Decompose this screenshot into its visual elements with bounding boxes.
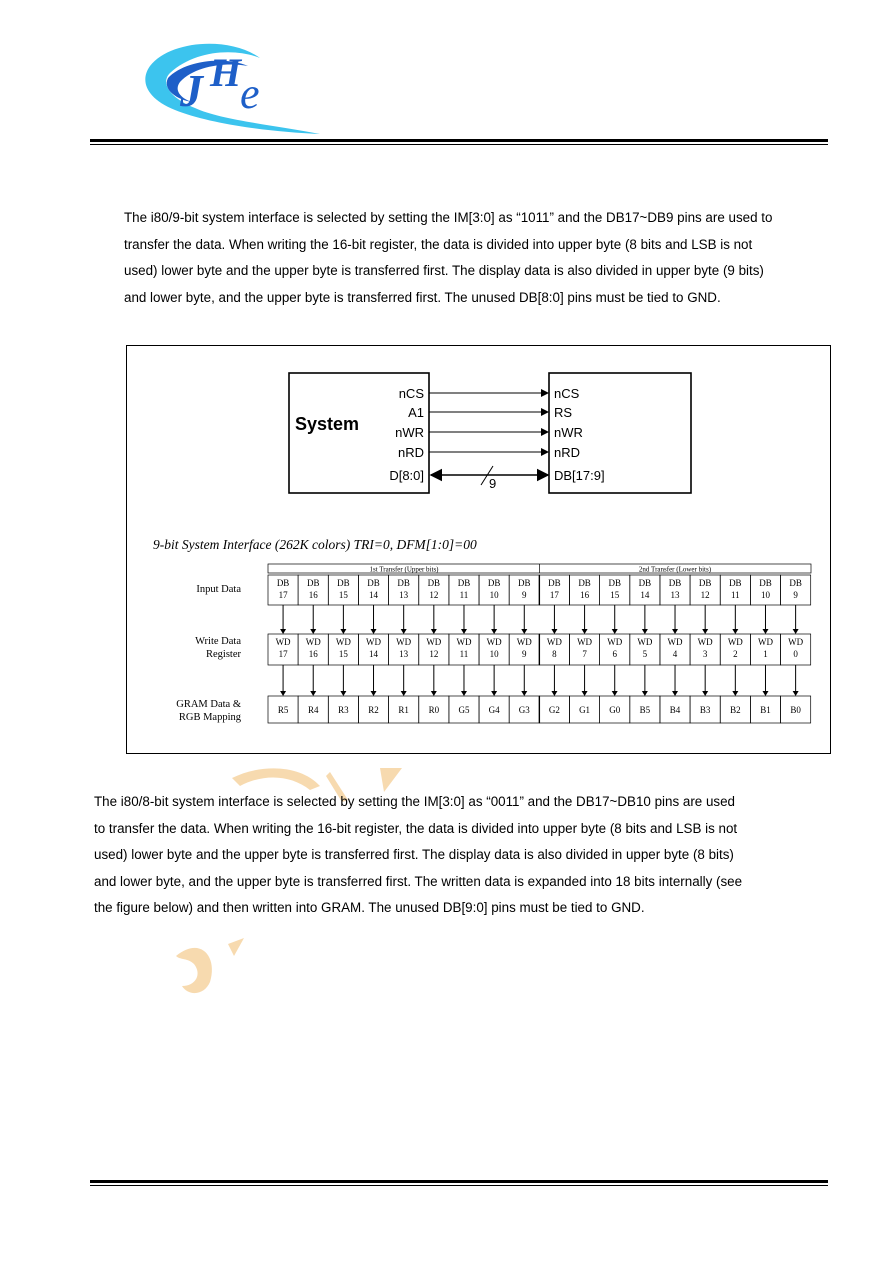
left-pin-nrd: nRD xyxy=(397,445,424,460)
input-data-prefix: DB xyxy=(638,578,652,588)
second-transfer-label: 2nd Transfer (Lower bits) xyxy=(638,565,712,574)
header-rule-thin xyxy=(90,144,828,145)
input-data-value: 13 xyxy=(670,590,680,600)
write-data-value: 5 xyxy=(642,649,648,659)
write-data-value: 10 xyxy=(489,649,499,659)
write-data-prefix: WD xyxy=(366,637,382,647)
input-data-prefix: DB xyxy=(367,578,380,588)
input-data-value: 10 xyxy=(760,590,770,600)
input-data-value: 15 xyxy=(338,590,348,600)
write-data-value: 9 xyxy=(522,649,527,659)
input-data-prefix: DB xyxy=(457,578,471,588)
gram-data-value: G4 xyxy=(488,705,500,715)
input-data-value: 10 xyxy=(489,590,499,600)
row-label-write-1: Write Data xyxy=(195,636,241,647)
interface-title: 9-bit System Interface (262K colors) TRI=0, DFM[1:0]=00 xyxy=(153,537,477,552)
gram-data-value: B5 xyxy=(639,705,651,715)
input-data-prefix: DB xyxy=(518,578,531,588)
write-data-value: 12 xyxy=(429,649,439,659)
input-data-prefix: DB xyxy=(306,578,320,588)
svg-text:H: H xyxy=(210,50,242,95)
gram-data-value: R0 xyxy=(428,705,440,715)
right-pin-nrd: nRD xyxy=(554,445,581,460)
gram-data-value: B0 xyxy=(790,705,801,715)
input-data-prefix: DB xyxy=(548,578,561,588)
input-data-value: 12 xyxy=(700,590,710,600)
input-data-value: 15 xyxy=(610,590,620,600)
left-pin-ncs: nCS xyxy=(398,386,424,401)
write-data-value: 2 xyxy=(733,649,738,659)
gram-data-value: G3 xyxy=(518,705,530,715)
first-transfer-label: 1st Transfer (Upper bits) xyxy=(369,565,439,574)
right-pin-db: DB[17:9] xyxy=(554,468,605,483)
write-data-prefix: WD xyxy=(607,637,623,647)
write-data-value: 1 xyxy=(763,649,768,659)
write-data-value: 16 xyxy=(308,649,318,659)
input-data-prefix: DB xyxy=(608,578,621,588)
write-data-prefix: WD xyxy=(577,637,593,647)
input-data-prefix: DB xyxy=(276,578,290,588)
write-data-value: 6 xyxy=(612,649,617,659)
svg-text:J: J xyxy=(180,65,203,116)
gram-data-value: R5 xyxy=(277,705,289,715)
write-data-value: 7 xyxy=(582,649,587,659)
write-data-prefix: WD xyxy=(637,637,653,647)
right-pin-ncs: nCS xyxy=(554,386,580,401)
company-logo xyxy=(140,28,330,136)
input-data-prefix: DB xyxy=(729,578,742,588)
input-data-prefix: DB xyxy=(789,578,802,588)
gram-data-value: B1 xyxy=(760,705,771,715)
input-data-value: 9 xyxy=(522,590,527,600)
left-pin-a1: A1 xyxy=(408,405,424,420)
write-data-prefix: WD xyxy=(697,637,713,647)
input-data-prefix: DB xyxy=(578,578,591,588)
svg-text:e: e xyxy=(240,69,260,118)
write-data-prefix: WD xyxy=(456,637,472,647)
write-data-prefix: WD xyxy=(788,637,804,647)
input-data-value: 17 xyxy=(278,590,288,600)
figure-9bit-interface xyxy=(126,345,831,754)
gram-data-value: G5 xyxy=(458,705,470,715)
input-data-value: 11 xyxy=(459,590,469,600)
paragraph-9bit-interface: The i80/9-bit system interface is selected by setting the IM[3:0] as “1011” and the DB17~DB9 pins are used to transfer the data. When writing the 16-bit register, the data is divided into upper byte (8 bits and LSB is not used) lower byte and the upper byte is transferred first. The display data is also divided in upper byte (9 bits) and lower byte, and the upper byte is transferred first. The unused DB[8:0] pins must be tied to GND. xyxy=(124,210,773,305)
input-data-prefix: DB xyxy=(397,578,410,588)
write-data-value: 3 xyxy=(702,649,708,659)
row-label-gram-2: RGB Mapping xyxy=(178,712,241,723)
gram-data-value: G1 xyxy=(579,705,591,715)
write-data-prefix: WD xyxy=(486,637,502,647)
gram-data-value: B4 xyxy=(669,705,681,715)
write-data-value: 14 xyxy=(369,649,379,659)
footer-rule-thin xyxy=(90,1185,828,1186)
write-data-value: 4 xyxy=(672,649,678,659)
write-data-prefix: WD xyxy=(516,637,532,647)
right-pin-nwr: nWR xyxy=(554,425,583,440)
right-pin-rs: RS xyxy=(554,405,573,420)
write-data-value: 15 xyxy=(338,649,348,659)
input-data-value: 11 xyxy=(730,590,740,600)
input-data-value: 12 xyxy=(429,590,439,600)
write-data-prefix: WD xyxy=(335,637,351,647)
write-data-prefix: WD xyxy=(546,637,562,647)
write-data-value: 0 xyxy=(793,649,798,659)
bus-width: 9 xyxy=(489,476,497,491)
gram-data-value: R4 xyxy=(307,705,319,715)
input-data-value: 14 xyxy=(640,590,650,600)
input-data-value: 9 xyxy=(793,590,798,600)
write-data-prefix: WD xyxy=(757,637,773,647)
input-data-value: 13 xyxy=(399,590,409,600)
input-data-value: 16 xyxy=(580,590,590,600)
left-pin-nwr: nWR xyxy=(395,425,424,440)
footer-rule xyxy=(90,1180,828,1183)
input-data-value: 17 xyxy=(549,590,559,600)
paragraph-8bit-interface: The i80/8-bit system interface is selected by setting the IM[3:0] as “0011” and the DB17~DB10 pins are used to transfer the data. When writing the 16-bit register, the data is divided into upper byte (8 bits and LSB is not used) lower byte and the upper byte is transferred first. The display data is also divided in upper byte (8 bits) and lower byte, and the upper byte is transferred first. The written data is expanded into 18 bits internally (see the figure below) and then written into GRAM. The unused DB[9:0] pins must be tied to GND. xyxy=(94,794,743,915)
write-data-value: 17 xyxy=(278,649,288,659)
row-label-write-2: Register xyxy=(206,649,241,660)
input-data-prefix: DB xyxy=(668,578,682,588)
gram-data-value: R2 xyxy=(368,705,379,715)
gram-data-value: R3 xyxy=(338,705,349,715)
write-data-prefix: WD xyxy=(275,637,291,647)
left-pin-d: D[8:0] xyxy=(389,468,424,483)
row-label-input: Input Data xyxy=(196,584,241,595)
input-data-value: 14 xyxy=(369,590,379,600)
header-rule xyxy=(90,139,828,142)
write-data-prefix: WD xyxy=(305,637,321,647)
input-data-prefix: DB xyxy=(337,578,350,588)
write-data-value: 11 xyxy=(459,649,469,659)
gram-data-value: B2 xyxy=(730,705,741,715)
input-data-prefix: DB xyxy=(487,578,501,588)
input-data-prefix: DB xyxy=(759,578,772,588)
write-data-prefix: WD xyxy=(396,637,412,647)
system-label: System xyxy=(295,414,360,434)
write-data-prefix: WD xyxy=(426,637,442,647)
write-data-prefix: WD xyxy=(727,637,743,647)
write-data-prefix: WD xyxy=(667,637,683,647)
gram-data-value: G2 xyxy=(548,705,560,715)
row-label-gram-1: GRAM Data & xyxy=(176,699,241,710)
write-data-value: 13 xyxy=(399,649,409,659)
input-data-value: 16 xyxy=(308,590,318,600)
gram-data-value: G0 xyxy=(609,705,621,715)
input-data-prefix: DB xyxy=(427,578,441,588)
gram-data-value: R1 xyxy=(398,705,409,715)
gram-data-value: B3 xyxy=(699,705,711,715)
input-data-prefix: DB xyxy=(698,578,712,588)
write-data-value: 8 xyxy=(552,649,557,659)
